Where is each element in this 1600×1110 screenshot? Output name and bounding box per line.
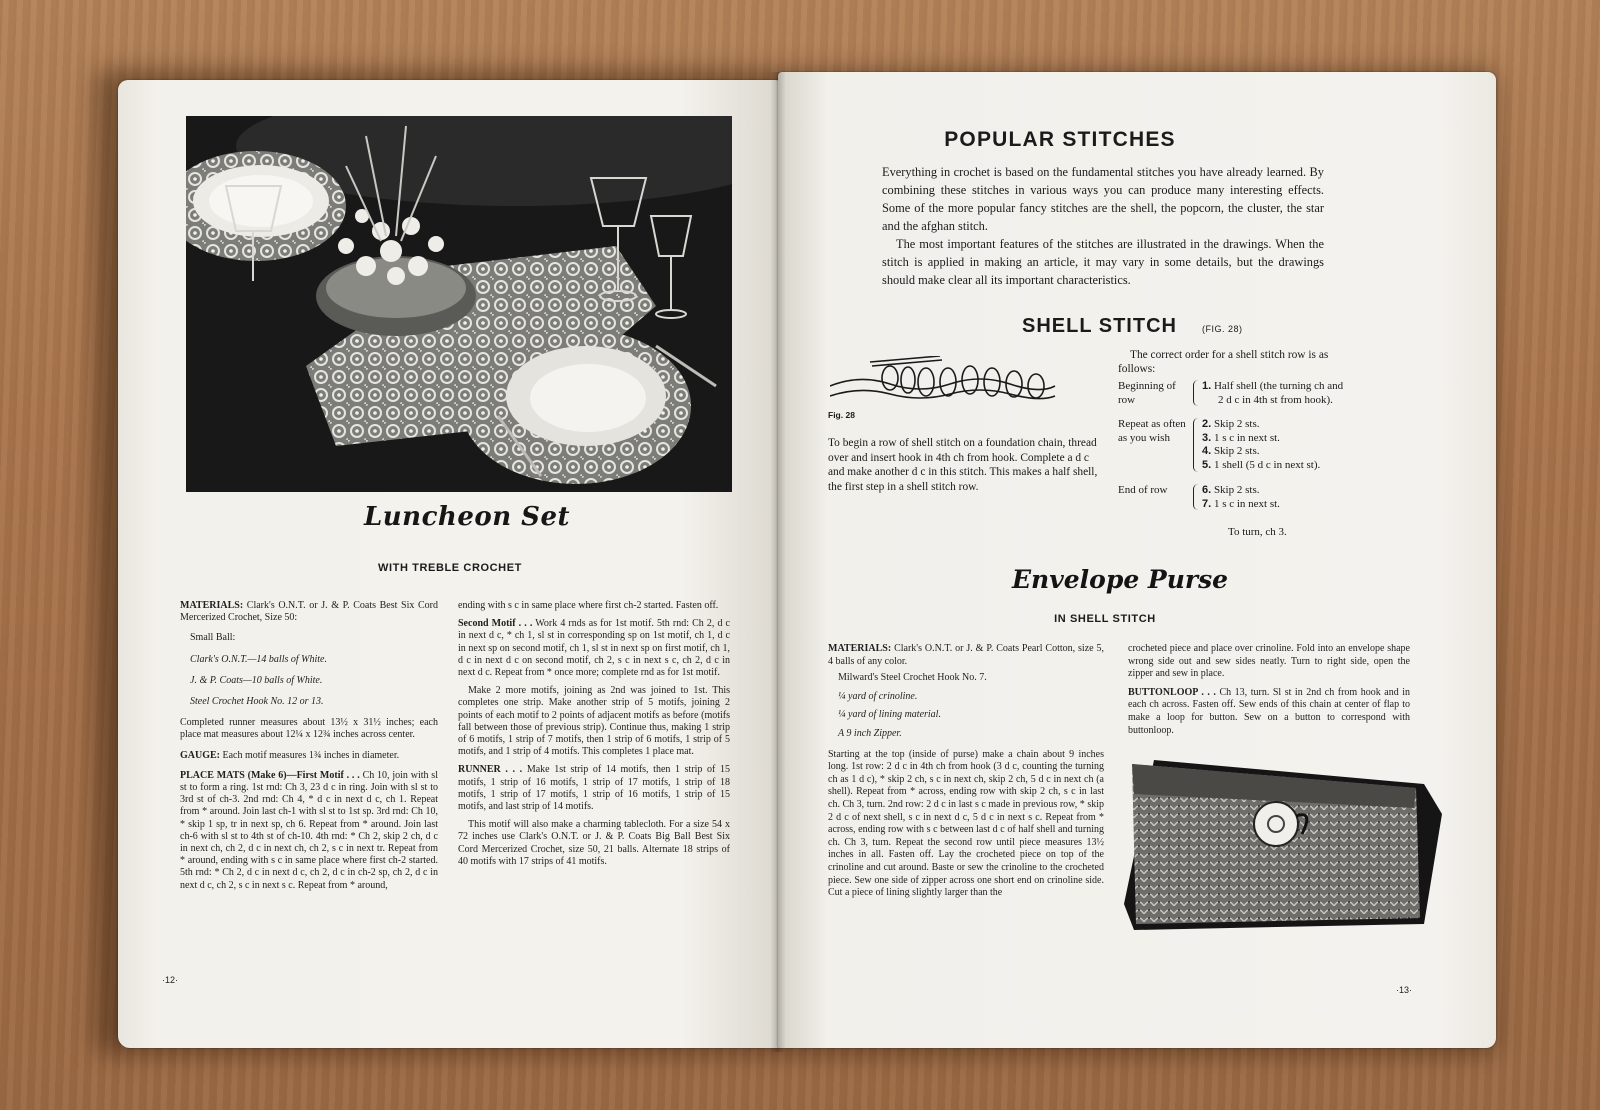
shell-steps <box>1118 380 1398 514</box>
luncheon-set-photo <box>186 116 732 492</box>
step-group-repeat <box>1118 418 1398 484</box>
step-item: 3. 1 s c in next st. <box>1202 431 1280 444</box>
intro-paragraph-2: The most important features of the stitches are illustrated in the drawings. When the stitch is applied in making an article, it may vary in some details, but the drawings should make clear all its important characteristics. <box>882 237 1324 287</box>
gauge-label: GAUGE: <box>180 749 220 761</box>
popular-stitches-title: POPULAR STITCHES <box>944 128 1176 151</box>
step-item: 7. 1 s c in next st. <box>1202 497 1280 510</box>
runner-text: Make 1st strip of 14 motifs, then 1 strip of 15 motifs, 1 strip of 16 motifs, 1 strip of 17 motifs, 1 strip of 18 motifs, 1 strip of 17 motifs, 1 strip of 16 motifs, 1 strip of 15 motifs, and last strip of 14 motifs. <box>458 764 731 813</box>
intro-paragraph-1: Everything in crochet is based on the fundamental stitches you have already learned. By combining these stitches in various ways you can produce many interesting effects. Some of the more popular fancy stitches are the shell, the popcorn, the cluster, the star and the afghan stitch. <box>882 165 1324 233</box>
shell-stitch-diagram <box>830 356 1060 417</box>
step-group-label: End of row <box>1118 484 1168 496</box>
place-mats-label: PLACE MATS (Make 6)—First Motif . . . <box>180 769 360 781</box>
purse-crinoline: ¼ yard of crinoline. <box>838 690 918 702</box>
luncheon-col-2 <box>458 600 730 874</box>
shell-stitch-title: SHELL STITCH <box>1022 315 1177 337</box>
shell-fig-ref: (FIG. 28) <box>1202 324 1243 334</box>
step-group-label: Repeat as often as you wish <box>1118 418 1186 444</box>
more-motifs: Make 2 more motifs, joining as 2nd was joined to 1st. This completes one strip. Make another strip of 5 motifs, joining 2 points of each motif to 2 points of adjacent motifs as before (motifs fall between those of previous strip). Continue thus, making 1 strip of 6 motifs, 1 strip of 7 motifs, then 1 strip of 6 motifs, 1 strip of 5 motifs, and 1 strip of 4 motifs. This completes 1 place mat. <box>458 685 730 758</box>
luncheon-set-title: Luncheon Set <box>364 502 570 532</box>
book-spine <box>770 72 786 1052</box>
brace <box>1193 418 1198 472</box>
purse-zipper: A 9 inch Zipper. <box>838 727 902 739</box>
hook-spec: Steel Crochet Hook No. 12 or 13. <box>190 696 324 708</box>
coats-qty: J. & P. Coats—10 balls of White. <box>190 674 323 686</box>
step-item: 4. Skip 2 sts. <box>1202 445 1260 458</box>
envelope-purse-subtitle: IN SHELL STITCH <box>1054 613 1156 625</box>
step-item: 6. Skip 2 sts. <box>1202 484 1260 496</box>
shell-stitch-paragraph: To begin a row of shell stitch on a foundation chain, thread over and insert hook in 4th ch from hook. Complete a d c and make another d c in this stitch. This makes a half shell, the first step in a shell stitch row. <box>828 437 1098 493</box>
step-group-label: Beginning of row <box>1118 380 1176 406</box>
buttonloop-label: BUTTONLOOP . . . <box>1128 686 1216 698</box>
luncheon-set-subtitle: WITH TREBLE CROCHET <box>377 562 522 574</box>
gauge-text: Each motif measures 1¾ inches in diameter. <box>222 749 400 761</box>
brace <box>1193 484 1198 510</box>
materials-text: Clark's O.N.T. or J. & P. Coats Best Six Cord Mercerized Crochet, Size 50: <box>180 600 439 624</box>
brace <box>1193 380 1198 406</box>
motif-ending: ending with s c in same place where first ch-2 started. Fasten off. <box>458 600 719 611</box>
purse-col-2 <box>1128 643 1410 743</box>
luncheon-col-1 <box>180 600 438 898</box>
step-group-end <box>1118 484 1398 514</box>
clarks-qty: Clark's O.N.T.—14 balls of White. <box>190 653 327 665</box>
tablecloth-note: This motif will also make a charming tablecloth. For a size 54 x 72 inches use Clark's O.N.T. or J. & P. Coats Big Ball Best Six Cord Mercerized Crochet, size 50, 21 balls. Alternate 18 strips of 40 motifs with 17 strips of 41 motifs. <box>458 819 730 867</box>
purse-hook: Milward's Steel Crochet Hook No. 7. <box>838 672 987 684</box>
step-item: 2. Skip 2 sts. <box>1202 418 1260 430</box>
measurements: Completed runner measures about 13½ x 31½ inches; each place mat measures about 12¼ x 12¾ inches across center. <box>180 717 438 741</box>
order-intro <box>1118 348 1388 376</box>
envelope-purse-photo <box>1124 754 1444 937</box>
purse-instructions: Starting at the top (inside of purse) make a chain about 9 inches long. 1st row: 2 d c in 4th ch from hook (3 d c, counting the turning ch as 1 d c), * skip 2 ch, s c in next ch, skip 2 ch, 5 d c in next ch (a shell). Repeat from * across, ending row with skip 2 ch, s c in last ch. Ch 3, turn. 2nd row: 2 d c in last s c made in previous row, * skip 2 d c of next shell, s c in next d c, 5 d c in next s c. Repeat from * across, ending row with s c between last d c of half shell and turning ch. Ch 3, turn. Repeat the second row until piece measures 13½ inches in all. Fasten off. Lay the crocheted piece on top of the crinoline and cut around. Baste or sew the crinoline to the crocheted piece. Sew one side of zipper across one short end on crinoline side. Cut a piece of lining slightly larger than the <box>828 748 1104 899</box>
place-mats-text: Ch 10, join with sl st to form a ring. 1st rnd: Ch 3, 23 d c in ring. Join with sl st to 3rd st of ch-3. 2nd rnd: Ch 4, * d c in next d c, ch 1. Repeat from * around. Join last ch-1 with sl st to 1st sp. 3rd rnd: Ch 10, * skip 1 sp, tr in next sp, ch 6. Repeat from * around. Join last ch-6 with sl st to 4th st of ch-10. 4th rnd: * Ch 2, skip 2 ch, d c in next ch, ch 2, d c in next ch, ch 2, s c in next tr. Repeat from * around, ending with s c in same place where first ch-2 started. 5th rnd: * Ch 2, d c in next d c, ch 2, d c in ch-2 sp, ch 2, d c in next d c, ch 2, s c in next s c. Repeat from * around, <box>180 769 438 891</box>
materials-label: MATERIALS: <box>180 600 244 611</box>
page-number-right: ·13· <box>1396 985 1413 995</box>
page-number-left: ·12· <box>162 975 179 985</box>
fig-28-label: Fig. 28 <box>828 410 855 420</box>
step-item: 2 d c in 4th st from hook). <box>1218 393 1333 406</box>
envelope-purse-title: Envelope Purse <box>1012 565 1229 594</box>
small-ball: Small Ball: <box>190 632 236 644</box>
runner-label: RUNNER . . . <box>458 764 523 776</box>
buttonloop-text: Ch 13, turn. Sl st in 2nd ch from hook and in each ch across. Fasten off. Sew ends of this chain at center of flap to make a loop for button. Sew on a button to correspond with buttonloop. <box>1128 686 1410 736</box>
to-turn-note: To turn, ch 3. <box>1228 526 1287 538</box>
step-item: 5. 1 shell (5 d c in next st). <box>1202 458 1321 471</box>
purse-materials-text: Clark's O.N.T. or J. & P. Coats Pearl Cotton, size 5, 4 balls of any color. <box>828 643 1104 667</box>
intro-text <box>882 163 1324 289</box>
purse-lining: ¼ yard of lining material. <box>838 709 941 721</box>
second-motif-text: Work 4 rnds as for 1st motif. 5th rnd: Ch 2, d c in next d c, * ch 1, sl st in corresponding sp on 1st motif, ch 1, d c in next sp on second motif, ch 1, sl st in next sp on first motif, ch 1, d c in next d c on second motif, ch 2, s c in next s c, ch 2, d c in next d c. Repeat from * once more; complete rnd as for 1st motif. <box>458 618 730 679</box>
order-intro-line-2: follows: <box>1118 363 1156 375</box>
second-motif-label: Second Motif . . . <box>458 618 533 630</box>
purse-col-1 <box>828 643 1104 906</box>
step-item: 1. Half shell (the turning ch and <box>1202 380 1344 392</box>
purse-finish: crocheted piece and place over crinoline. Fold into an envelope shape wrong side out and sew sides neatly. Turn to right side, open the zipper and sew in place. <box>1128 643 1410 680</box>
step-group-beginning <box>1118 380 1398 418</box>
purse-materials-label: MATERIALS: <box>828 643 892 654</box>
order-intro-line-1: The correct order for a shell stitch row is as <box>1130 349 1329 361</box>
